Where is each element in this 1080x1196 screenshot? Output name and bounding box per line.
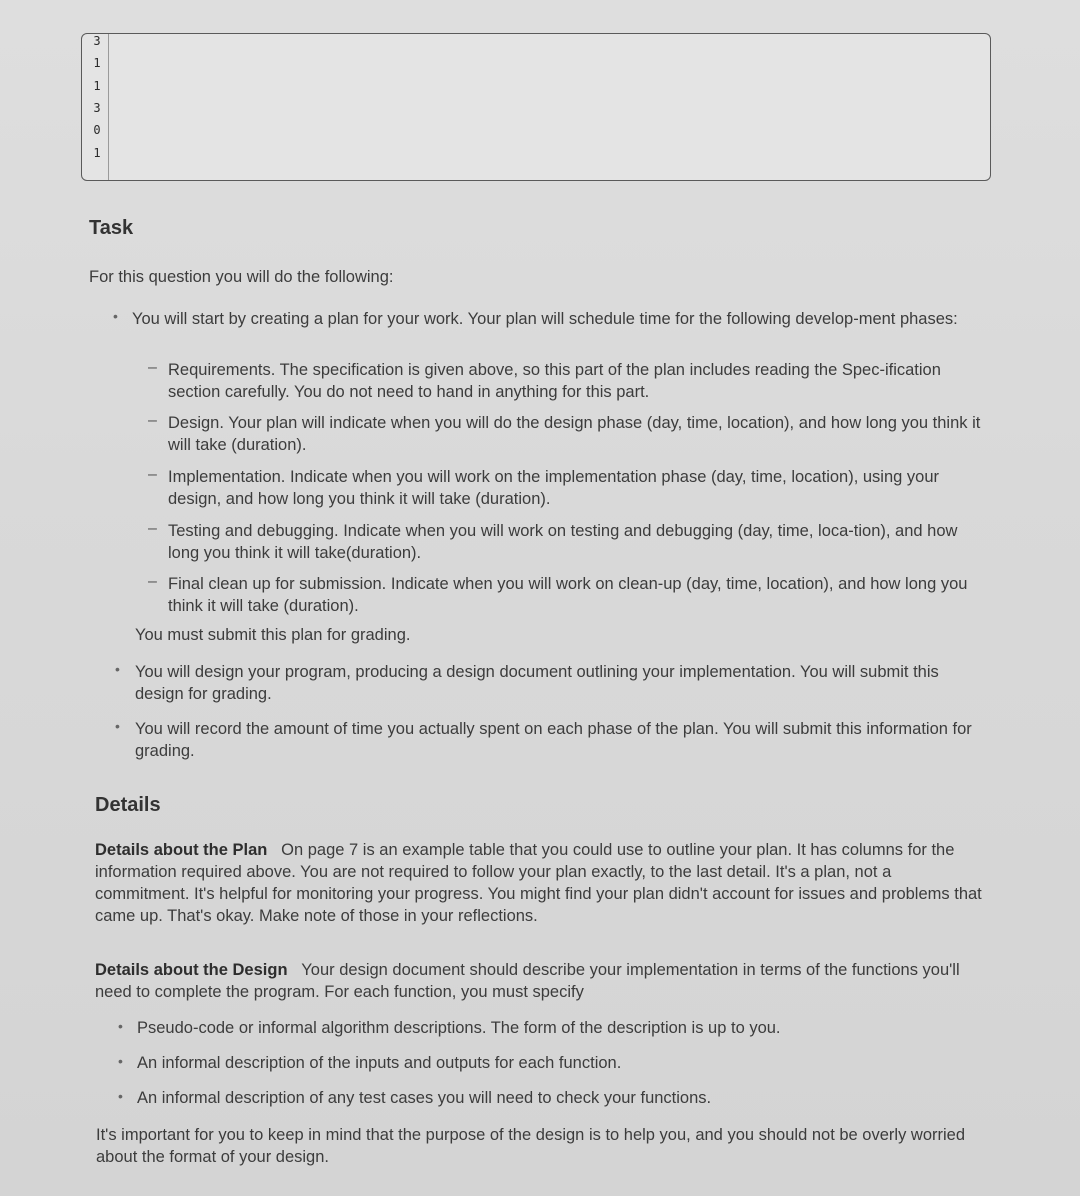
task-bullet-design: You will design your program, producing a design document outlining your implementation. You will submit this design for grading.	[135, 663, 939, 703]
bullet-marker: •	[118, 1018, 123, 1034]
bullet-marker: •	[115, 718, 120, 734]
bullet-marker: •	[115, 661, 120, 677]
design-bullet-test-cases: An informal description of any test cases you will need to check your functions.	[137, 1089, 712, 1107]
line-number: 1	[93, 56, 101, 70]
bullet-marker: •	[118, 1088, 123, 1104]
task-bullet-plan: You will start by creating a plan for your work. Your plan will schedule time for the following develop-ment phases:	[132, 310, 958, 328]
plan-submit-note: You must submit this plan for grading.	[135, 626, 411, 644]
details-heading: Details	[95, 794, 161, 816]
dash-marker: –	[148, 359, 157, 376]
bullet-marker: •	[118, 1053, 123, 1069]
dash-marker: –	[148, 466, 157, 483]
phase-design: Design. Your plan will indicate when you will do the design phase (day, time, location), and how long you think it will take (duration).	[168, 414, 981, 454]
task-intro: For this question you will do the following:	[89, 268, 394, 286]
phase-cleanup: Final clean up for submission. Indicate when you will work on clean-up (day, time, location), and how long you think it will take (duration).	[168, 575, 968, 615]
line-number: 1	[93, 146, 101, 160]
line-number: 1	[93, 79, 101, 93]
design-closing-note: It's important for you to keep in mind that the purpose of the design is to help you, and you should not be overly worried about the format of your design.	[96, 1126, 965, 1166]
details-plan-title: Details about the Plan	[95, 841, 268, 859]
details-design-body: Your design document should describe your implementation in terms of the functions you'll need to complete the program. For each function, you must specify	[95, 961, 960, 1001]
code-box	[81, 33, 991, 181]
details-plan-body: On page 7 is an example table that you could use to outline your plan. It has columns for the information required above. You are not required to follow your plan exactly, to the last detail. It's a plan, not a commitment. It's helpful for monitoring your progress. You might find your plan didn't account for issues and problems that came up. That's okay. Make note of those in your reflections.	[95, 841, 982, 925]
line-number: 3	[93, 34, 101, 48]
bullet-marker: •	[113, 308, 118, 324]
task-bullet-record-time: You will record the amount of time you actually spent on each phase of the plan. You will submit this information for grading.	[135, 720, 972, 760]
phase-implementation: Implementation. Indicate when you will work on the implementation phase (day, time, location), using your design, and how long you think it will take (duration).	[168, 468, 940, 508]
line-number-gutter	[90, 34, 109, 180]
dash-marker: –	[148, 520, 157, 537]
task-heading: Task	[89, 217, 134, 239]
design-bullet-pseudocode: Pseudo-code or informal algorithm descriptions. The form of the description is up to you.	[137, 1019, 781, 1037]
details-design-title: Details about the Design	[95, 961, 288, 979]
dash-marker: –	[148, 573, 157, 590]
dash-marker: –	[148, 412, 157, 429]
design-bullet-inputs-outputs: An informal description of the inputs and outputs for each function.	[137, 1054, 622, 1072]
details-design-paragraph	[95, 959, 983, 1003]
details-plan-paragraph	[95, 839, 983, 927]
line-number: 0	[93, 123, 101, 137]
phase-testing: Testing and debugging. Indicate when you will work on testing and debugging (day, time, loca-tion), and how long you think it will take(duration).	[168, 522, 958, 562]
line-number: 3	[93, 101, 101, 115]
phase-requirements: Requirements. The specification is given above, so this part of the plan includes reading the Spec-ification section carefully. You do not need to hand in anything for this part.	[168, 361, 941, 401]
